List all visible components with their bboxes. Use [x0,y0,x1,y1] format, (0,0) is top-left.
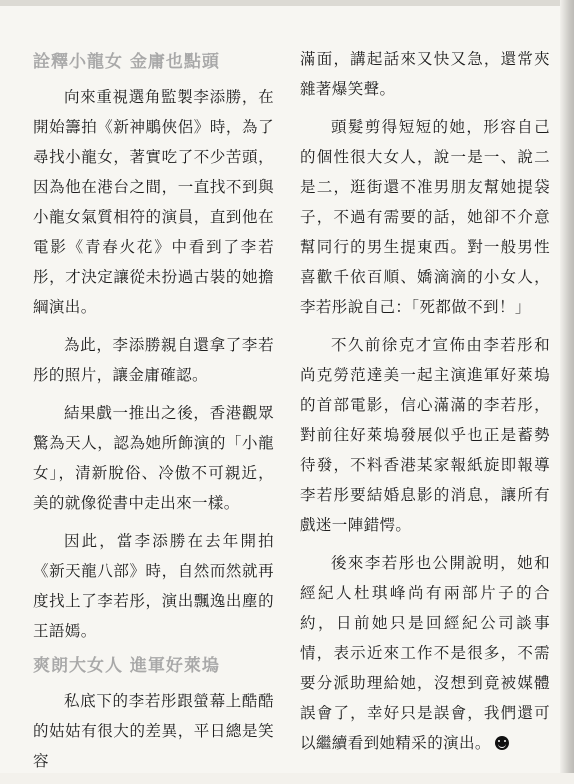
paragraph: 因此，當李添勝在去年開拍《新天龍八部》時，自然而然就再度找上了李若彤，演出飄逸出塵的王語嫣。 [33,532,274,640]
paragraph-continuation: 滿面，講起話來又快又急，還常夾雜著爆笑聲。 [300,50,550,98]
right-column [300,44,550,766]
smiley-icon [495,736,509,750]
paragraph: 不久前徐克才宣佈由李若彤和尚克勞范達美一起主演進軍好萊塢的首部電影，信心滿滿的李若彤，對前往好萊塢發展似乎也正是蓄勢待發，不料香港某家報紙旋即報導李若彤要結婚息影的消息，讓所有戲迷一陣錯愕。 [300,336,550,534]
left-column [33,44,274,784]
paragraph: 向來重視選角監製李添勝，在開始籌拍《新神鵰俠侶》時，為了尋找小龍女，著實吃了不少苦頭，因為他在港台之間，一直找不到與小龍女氣質相符的演員，直到他在電影《青春火花》中看到了李若彤，才決定讓從未扮過古裝的她擔綱演出。 [33,88,274,316]
paragraph: 為此，李添勝親自還拿了李若彤的照片，讓金庸確認。 [33,336,274,384]
paragraph: 私底下的李若彤跟螢幕上酷酷的姑姑有很大的差異，平日總是笑容 [33,692,274,770]
scan-top-edge [0,0,574,6]
paragraph [300,548,550,758]
section-heading-2: 爽朗大女人 進軍好萊塢 [33,656,220,676]
paragraph-text: 後來李若彤也公開說明，她和經紀人杜琪峰尚有兩部片子的合約，日前她只是回經紀公司談事情，表示近來工作不是很多，不需要分派助理給她，沒想到竟被媒體誤會了，幸好只是誤會，我們還可以繼續看到她精采的演出。 [300,554,550,752]
page-spine-shadow [560,0,574,773]
section-heading-1: 詮釋小龍女 金庸也點頭 [33,52,220,72]
paragraph: 頭髮剪得短短的她，形容自己的個性很大女人，說一是一、說二是二，逛街還不准男朋友幫她提袋子，不過有需要的話，她卻不介意幫同行的男生提東西。對一般男性喜歡千依百順、嬌滴滴的小女人，李若彤說自己：「死都做不到！」 [300,118,550,316]
paragraph: 結果戲一推出之後，香港觀眾驚為天人，認為她所飾演的「小龍女」，清新脫俗、冷傲不可親近，美的就像從書中走出來一樣。 [33,404,274,512]
